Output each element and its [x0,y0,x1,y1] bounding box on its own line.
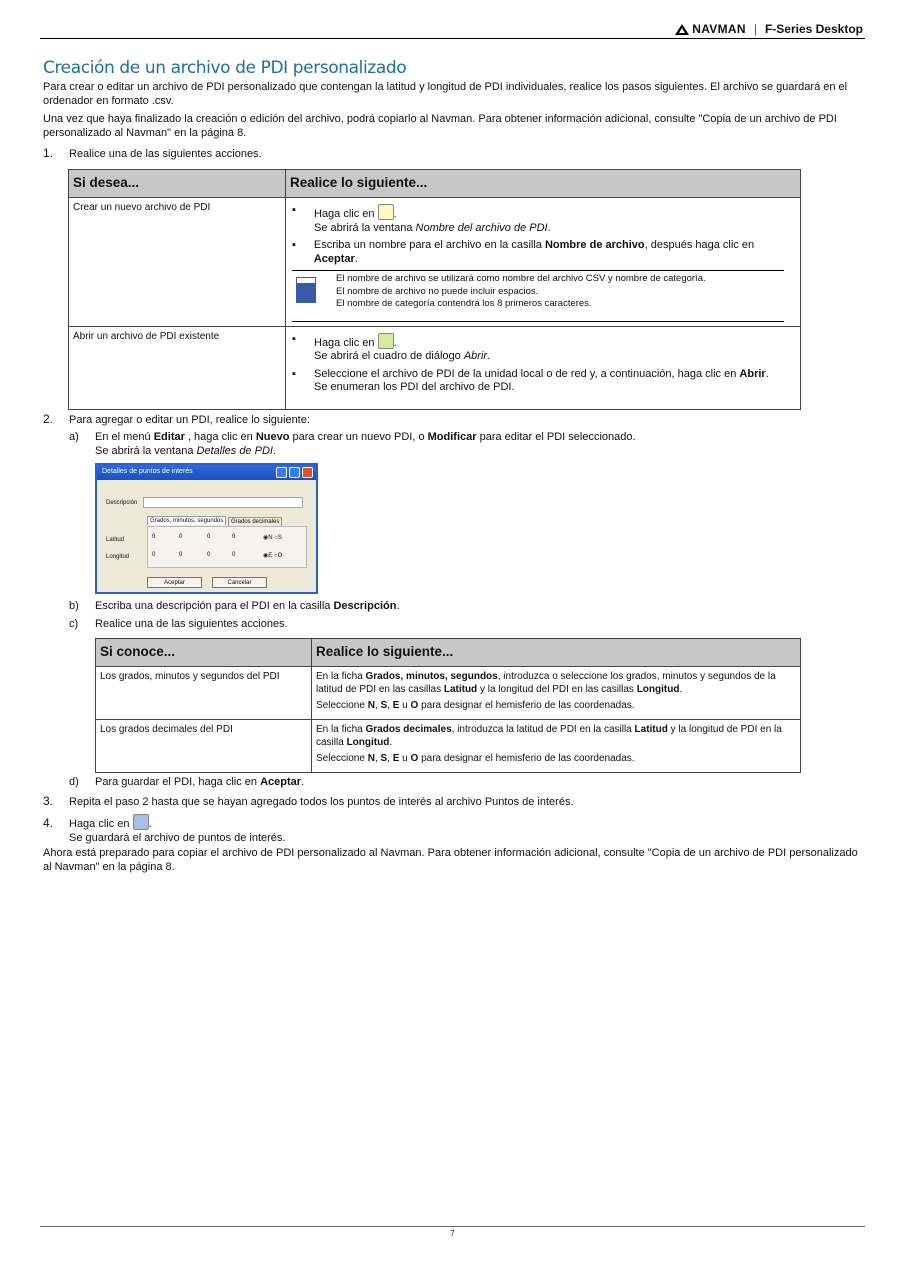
page-number: 7 [450,1229,455,1238]
text: y la longitud de PDI en la casilla [316,724,782,748]
button-name: Aceptar [313,252,355,265]
menu-item: Modificar [427,431,477,443]
tab-decimal: Grados decimales [228,517,282,527]
text: u [399,753,411,764]
radio-label: S [277,535,282,541]
option: O [410,753,419,764]
open-folder-icon[interactable] [378,333,394,349]
text: para crear un nuevo PDI, o [289,431,428,443]
dialog-name: Abrir [463,350,488,362]
tab-name: Grados, minutos, segundos [365,671,498,682]
lon-min: 0 [179,552,183,558]
table-header: Realice lo siguiente... [286,170,801,198]
radio-label: O [277,553,283,559]
table-row [96,667,801,720]
lat-min: 0 [179,534,183,540]
minimize-icon [276,467,287,478]
option: N [367,753,375,764]
row-label: Los grados decimales del PDI [96,720,312,773]
window-name: Nombre del archivo de PDI [415,221,548,234]
text: , introduzca la latitud de PDI en la casilla [451,724,635,735]
text: u [399,700,411,711]
note-line: El nombre de archivo no puede incluir espacios. [336,285,539,297]
text: Realice una de las siguientes acciones. [95,618,288,630]
substep-label: d) [69,776,79,788]
ok-button-image: Aceptar [147,577,202,588]
option: S [380,753,388,764]
option: S [380,700,388,711]
text: , [387,753,393,764]
lat-frac: 0 [232,534,236,540]
option: E [392,753,400,764]
row-label: Los grados, minutos y segundos del PDI [96,667,312,720]
table-header: Si desea... [69,170,286,198]
table-header: Si conoce... [96,639,312,667]
button-name: Aceptar [260,776,302,788]
text: para editar el PDI seleccionado. [476,431,636,443]
text: En la ficha [316,671,366,682]
text: . [765,367,769,380]
note-box [292,270,784,322]
menu-name: Editar [153,431,185,443]
description-label: Descripción [106,500,138,506]
substep-a [69,431,636,458]
bullet-item: ▪ Seleccione el archivo de PDI de la unidad local o de red y, a continuación, haga clic en Abrir. Se enumeran los PDI del archivo de PDI. [292,367,769,393]
cancel-button-image: Cancelar [212,577,267,588]
text: Seleccione [316,753,368,764]
text: . [148,818,152,830]
text: Para guardar el PDI, haga clic en [95,776,261,788]
lat-sec: 0 [207,534,211,540]
text: Escriba un nombre para el archivo en la casilla [313,239,545,251]
text: Se guardará el archivo de puntos de interés. [69,831,286,844]
text: . [487,350,491,362]
intro-paragraph-2: Una vez que haya finalizado la creación o edición del archivo, podrá copiarlo al Navman. Para obtener información adicional, consulte "Copia de un archivo de PDI personalizado al Navman" en la página 8. [43,113,837,139]
lon-sec: 0 [207,552,211,558]
save-disk-icon[interactable] [133,814,149,830]
poi-details-dialog-screenshot [95,463,318,594]
step-number: 3. [43,794,54,808]
bullet-item: ▪ Escriba un nombre para el archivo en la casilla Nombre de archivo, después haga clic en Aceptar. [292,239,755,265]
option: O [410,700,419,711]
field-name: Longitud [636,683,680,695]
radio-label: E [268,553,273,559]
lat-deg: 0 [152,534,156,540]
substep-c [69,618,288,632]
text: . [389,736,393,748]
coordinates-table [95,638,801,773]
text: , [374,700,381,711]
window-name: Detalles de PDI [196,444,273,457]
text: para designar el hemisferio de las coordenadas. [418,700,635,711]
lon-deg: 0 [152,552,156,558]
text: Se abrirá la ventana [95,444,197,457]
page-header [675,22,863,36]
step-3 [43,795,574,810]
step-1 [43,147,262,162]
text: Se abrirá el cuadro de diálogo [314,350,464,362]
text: para designar el hemisferio de las coordenadas. [418,753,635,764]
text: y la longitud del PDI en las casillas [477,683,637,695]
actions-table [68,169,801,410]
dialog-title: Detalles de puntos de interés [102,468,193,475]
latitude-label: Latitud [106,537,125,543]
substep-label: c) [69,618,79,630]
row-label: Crear un nuevo archivo de PDI [69,198,286,327]
option: N [367,700,375,711]
substep-label: a) [69,431,79,443]
text: . [547,221,551,234]
text: Haga clic en [314,336,378,349]
text: . [393,208,397,220]
bullet-item: ▪ Haga clic en . Se abrirá la ventana Nombre del archivo de PDI. [292,204,551,234]
step-number: 4. [43,816,54,830]
text: , haga clic en [184,431,256,443]
text: , [387,700,393,711]
row-label: Abrir un archivo de PDI existente [69,326,286,409]
table-row [69,198,801,327]
new-file-icon[interactable] [378,204,394,220]
intro-paragraph-1: Para crear o editar un archivo de PDI personalizado que contengan la latitud y longitud de PDI individuales, realice los pasos siguientes. El archivo se guardará en el ordenador en formato .csv. [43,81,848,107]
table-header: Realice lo siguiente... [312,639,801,667]
radio-label: N [268,535,273,541]
maximize-icon [289,467,300,478]
table-row [96,720,801,773]
text: , introduzca o seleccione los grados, minutos y segundos de la latitud de PDI en las casillas [316,671,776,695]
description-input [143,497,303,508]
step-number: 1. [43,146,54,160]
button-name: Abrir [739,367,766,380]
note-line: El nombre de categoría contendrá los 8 primeros caracteres. [336,298,592,309]
text: Se enumeran los PDI del archivo de PDI. [314,381,515,393]
step-2 [43,413,310,428]
field-name: Descripción [333,600,397,612]
field-name: Longitud [346,736,390,748]
step-number: 2. [43,412,54,426]
dialog-titlebar [97,465,316,480]
menu-item: Nuevo [255,431,290,443]
field-name: Latitud [634,724,668,735]
step-text: Para agregar o editar un PDI, realice lo siguiente: [69,414,310,426]
table-row [69,326,801,409]
text: Se abrirá la ventana [314,221,416,234]
option: E [392,700,400,711]
text: Seleccione el archivo de PDI de la unidad local o de red y, a continuación, haga clic en [314,367,740,380]
text: . [393,336,397,349]
note-line: El nombre de archivo se utilizará como nombre del archivo CSV y nombre de categoría. [336,273,706,284]
field-name: Latitud [443,683,478,695]
tab-panel [147,526,307,568]
footer-rule [40,1226,865,1227]
close-icon [302,467,313,478]
product-name: F-Series Desktop [764,22,863,36]
navman-logo [675,22,746,36]
text: . [301,776,305,788]
text: En la ficha [316,724,366,735]
header-separator: | [753,22,757,36]
field-name: Nombre de archivo [544,239,645,251]
text: Escriba una descripción para el PDI en la casilla [95,600,334,612]
text: . [354,252,358,265]
step-text: Repita el paso 2 hasta que se hayan agregado todos los puntos de interés al archivo Puntos de interés. [69,796,574,808]
brand-name: NAVMAN [692,22,746,36]
tab-name: Grados decimales [365,724,452,735]
radio-n: ◉N ○S [263,535,282,541]
substep-label: b) [69,600,79,612]
closing-paragraph: Ahora está preparado para copiar el archivo de PDI personalizado al Navman. Para obtener información adicional, consulte "Copia de un archivo de PDI personalizado al Navman" en la página 8. [43,847,858,873]
text: En el menú [95,431,154,443]
header-rule [40,38,865,39]
substep-d [69,776,304,790]
navman-triangle-icon [675,24,689,35]
text: . [679,683,683,695]
text: . [396,600,400,612]
substep-b [69,600,400,614]
step-text: Realice una de las siguientes acciones. [69,148,262,160]
text: Haga clic en [69,818,133,830]
lon-frac: 0 [232,552,236,558]
radio-e: ◉E ○O [263,553,283,559]
note-document-icon [296,277,316,303]
text: . [272,444,277,457]
tab-dms: Grados, minutos, segundos [147,516,226,525]
page-title: Creación de un archivo de PDI personalizado [43,58,407,78]
longitude-label: Longitud [106,554,130,560]
text: Seleccione [316,700,368,711]
text: , después haga clic en [644,239,755,251]
text: , [374,753,381,764]
step-4 [43,814,285,845]
text: Haga clic en [314,208,378,220]
bullet-item: ▪ Haga clic en . Se abrirá el cuadro de diálogo Abrir. [292,332,491,362]
